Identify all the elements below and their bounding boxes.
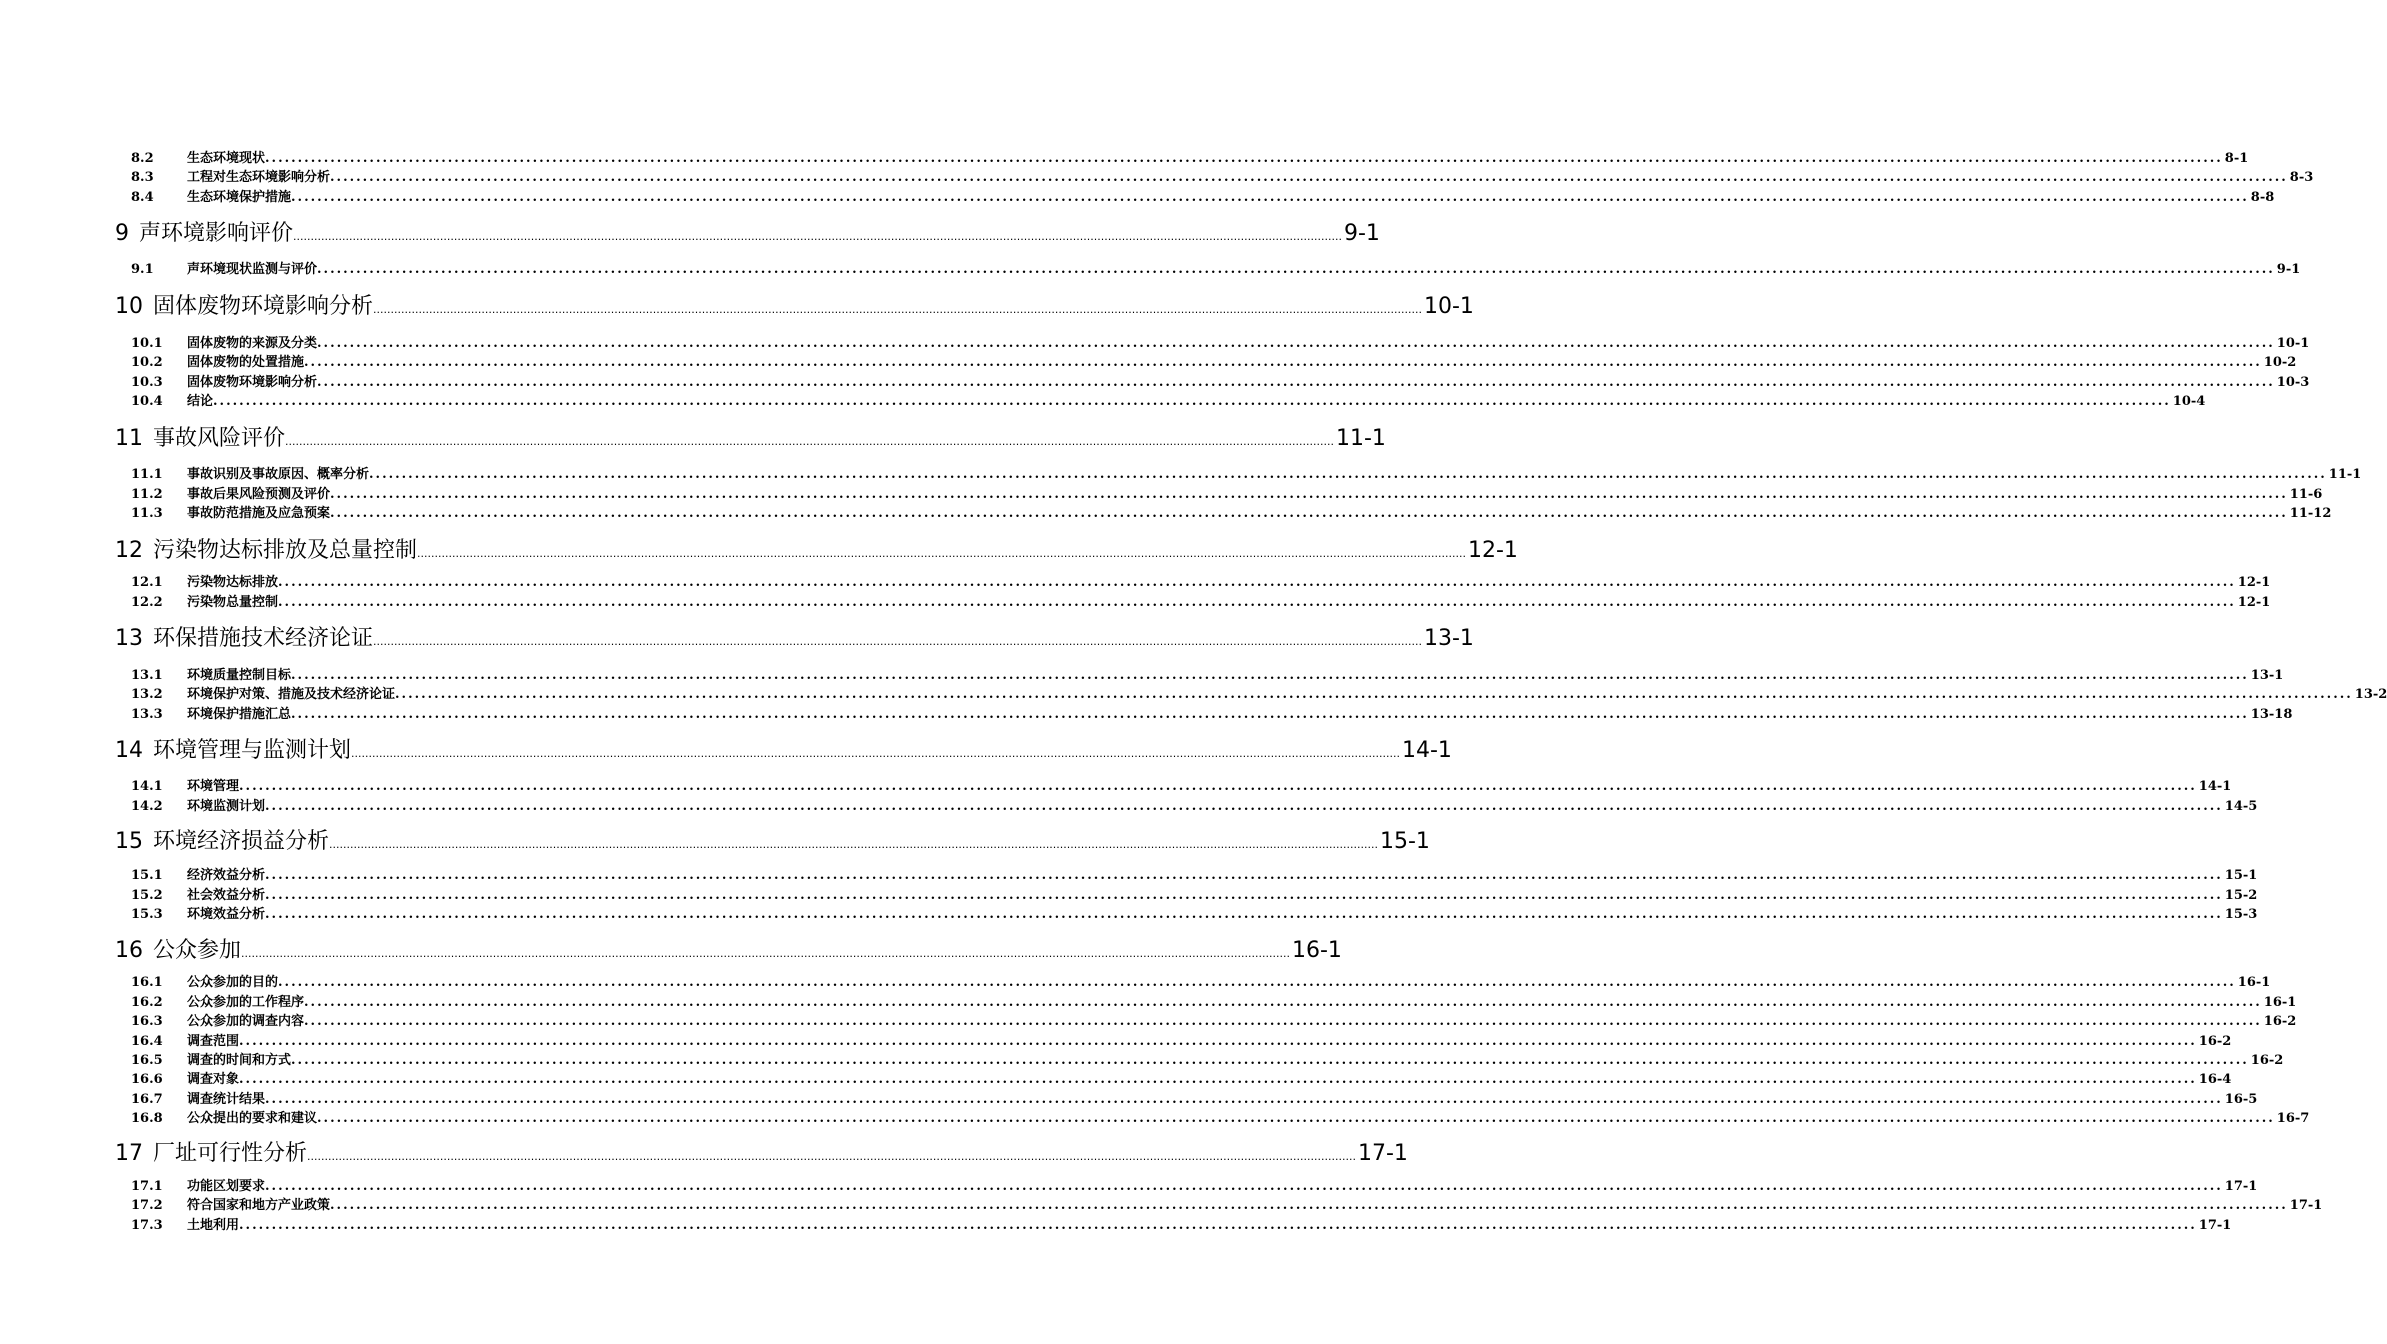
toc-entry-title: 环境监测计划 [187,799,266,814]
toc-section-entry [131,390,2206,409]
toc-entry-number: 8.3 [131,170,154,185]
toc-entry-title: 污染物总量控制 [187,595,279,610]
toc-entry-number: 14.1 [131,779,163,794]
toc-entry-title: 声环境影响评价 [139,221,294,246]
dot-leader: ............................................................................................................................................................................................................................................................................................................ [265,799,2223,814]
toc-entry-page: 16-2 [2250,1053,2284,1068]
dot-leader: ............................................................................................................................................................................................................................................................................................................ [304,1014,2262,1029]
dot-leader: ............................................................................................................................................................................................................................................................................................................ [265,888,2223,903]
toc-entry-number: 16.1 [131,975,163,990]
toc-entry-title: 事故风险评价 [153,426,286,451]
toc-entry-page: 11-12 [2289,506,2332,521]
toc-entry-page: 8-3 [2289,170,2314,185]
toc-entry-page: 11-1 [2328,467,2362,482]
dot-leader: ............................................................................................................................................................................................................................................................................................................ [330,1198,2288,1213]
dot-leader: ............................................................................................................................................................................................................................................................................................................ [330,506,2288,521]
toc-section-entry [131,371,2310,390]
toc-entry-page: 10-3 [2276,375,2310,390]
toc-entry-number: 14 [115,738,143,763]
toc-entry-page: 11-6 [2289,487,2323,502]
toc-section-entry [131,166,2314,185]
toc-section-entry [131,1030,2232,1049]
toc-chapter-entry [115,1136,1408,1166]
toc-entry-page: 15-2 [2224,888,2258,903]
toc-section-entry [131,1107,2310,1126]
toc-entry-number: 15 [115,829,143,854]
toc-entry-page: 17-1 [2224,1179,2258,1194]
toc-entry-number: 15.2 [131,888,163,903]
toc-chapter-entry [115,216,1380,246]
toc-entry-number: 16.3 [131,1014,163,1029]
toc-entry-title: 公众参加的工作程序 [187,995,305,1010]
dot-leader: ............................................................................................................................................................................................................................................................................................................ [317,262,2275,277]
toc-section-entry [131,991,2297,1010]
dot-leader: ............................................................................................................................................................................................................................................................................................................ [373,303,1422,316]
toc-entry-number: 16.4 [131,1034,163,1049]
toc-entry-number: 15.1 [131,868,163,883]
toc-entry-title: 生态环境现状 [187,151,266,166]
dot-leader: ............................................................................................................................................................................................................................................................................................................ [329,838,1378,851]
dot-leader: ............................................................................................................................................................................................................................................................................................................ [317,336,2275,351]
toc-section-entry [131,903,2258,922]
toc-entry-number: 16.8 [131,1111,163,1126]
toc-section-entry [131,775,2232,794]
toc-entry-title: 公众参加的目的 [187,975,279,990]
toc-entry-title: 环境保护对策、措施及技术经济论证 [187,687,396,702]
toc-entry-page: 8-8 [2250,190,2275,205]
toc-entry-page: 10-4 [2172,394,2206,409]
toc-entry-title: 固体废物的处置措施 [187,355,305,370]
toc-section-entry [131,332,2310,351]
toc-entry-page: 16-7 [2276,1111,2310,1126]
dot-leader: ............................................................................................................................................................................................................................................................................................................ [239,1034,2197,1049]
toc-entry-page: 16-1 [2263,995,2297,1010]
toc-entry-page: 9-1 [1344,221,1380,246]
toc-entry-number: 14.2 [131,799,163,814]
dot-leader: ............................................................................................................................................................................................................................................................................................................ [417,547,1466,560]
toc-section-entry [131,571,2271,590]
toc-section-entry [131,1214,2232,1233]
dot-leader: ............................................................................................................................................................................................................................................................................................................ [241,947,1290,960]
toc-entry-number: 17.2 [131,1198,163,1213]
toc-section-entry [131,1010,2297,1029]
toc-section-entry [131,258,2301,277]
toc-chapter-entry [115,421,1386,451]
dot-leader: ............................................................................................................................................................................................................................................................................................................ [285,435,1334,448]
toc-entry-page: 10-2 [2263,355,2297,370]
dot-leader: ............................................................................................................................................................................................................................................................................................................ [278,595,2236,610]
toc-section-entry [131,683,2387,702]
toc-chapter-entry [115,733,1452,763]
dot-leader: ............................................................................................................................................................................................................................................................................................................ [265,907,2223,922]
toc-entry-page: 13-2 [2354,687,2387,702]
toc-entry-number: 13.1 [131,668,163,683]
toc-entry-page: 17-1 [1358,1141,1408,1166]
toc-section-entry [131,1175,2258,1194]
toc-entry-title: 环境经济损益分析 [153,829,330,854]
toc-chapter-entry [115,289,1474,319]
dot-leader: ............................................................................................................................................................................................................................................................................................................ [330,170,2288,185]
dot-leader: ............................................................................................................................................................................................................................................................................................................ [278,575,2236,590]
toc-entry-title: 污染物达标排放 [187,575,279,590]
dot-leader: ............................................................................................................................................................................................................................................................................................................ [265,868,2223,883]
toc-entry-title: 事故后果风险预测及评价 [187,487,331,502]
toc-entry-number: 17.3 [131,1218,163,1233]
toc-entry-title: 声环境现状监测与评价 [187,262,318,277]
toc-section-entry [131,864,2258,883]
toc-section-entry [131,1068,2232,1087]
toc-entry-title: 符合国家和地方产业政策 [187,1198,331,1213]
toc-entry-page: 14-1 [1402,738,1452,763]
toc-entry-title: 固体废物环境影响分析 [153,294,374,319]
toc-entry-number: 10.3 [131,375,163,390]
toc-entry-number: 12.2 [131,595,163,610]
toc-entry-number: 17.1 [131,1179,163,1194]
toc-entry-title: 公众参加 [153,938,242,963]
toc-entry-title: 污染物达标排放及总量控制 [153,538,418,563]
toc-entry-title: 环境保护措施汇总 [187,707,292,722]
dot-leader: ............................................................................................................................................................................................................................................................................................................ [265,1179,2223,1194]
dot-leader: ............................................................................................................................................................................................................................................................................................................ [213,394,2171,409]
dot-leader: ............................................................................................................................................................................................................................................................................................................ [278,975,2236,990]
toc-entry-title: 社会效益分析 [187,888,266,903]
dot-leader: ............................................................................................................................................................................................................................................................................................................ [291,190,2249,205]
toc-entry-page: 13-1 [1424,626,1474,651]
toc-entry-number: 16.2 [131,995,163,1010]
toc-entry-number: 12.1 [131,575,163,590]
toc-chapter-entry [115,933,1342,963]
toc-section-entry [131,703,2293,722]
dot-leader: ............................................................................................................................................................................................................................................................................................................ [304,995,2262,1010]
toc-entry-page: 16-5 [2224,1092,2258,1107]
toc-entry-page: 16-1 [2237,975,2271,990]
toc-entry-title: 环境管理 [187,779,240,794]
toc-entry-number: 10.4 [131,394,163,409]
toc-entry-title: 公众参加的调查内容 [187,1014,305,1029]
toc-entry-page: 11-1 [1336,426,1386,451]
toc-entry-page: 14-5 [2224,799,2258,814]
toc-entry-page: 16-4 [2198,1072,2232,1087]
toc-entry-page: 10-1 [1424,294,1474,319]
dot-leader: ............................................................................................................................................................................................................................................................................................................ [373,635,1422,648]
toc-entry-page: 15-3 [2224,907,2258,922]
dot-leader: ............................................................................................................................................................................................................................................................................................................ [395,687,2353,702]
dot-leader: ............................................................................................................................................................................................................................................................................................................ [317,1111,2275,1126]
toc-section-entry [131,186,2275,205]
toc-entry-page: 15-1 [1380,829,1430,854]
toc-entry-page: 13-1 [2250,668,2284,683]
dot-leader: ............................................................................................................................................................................................................................................................................................................ [265,1092,2223,1107]
toc-entry-title: 调查范围 [187,1034,240,1049]
dot-leader: ............................................................................................................................................................................................................................................................................................................ [265,151,2223,166]
toc-section-entry [131,1088,2258,1107]
toc-chapter-entry [115,533,1518,563]
toc-section-entry [131,591,2271,610]
toc-entry-title: 功能区划要求 [187,1179,266,1194]
dot-leader: ............................................................................................................................................................................................................................................................................................................ [291,668,2249,683]
dot-leader: ............................................................................................................................................................................................................................................................................................................ [239,1218,2197,1233]
dot-leader: ............................................................................................................................................................................................................................................................................................................ [307,1150,1356,1163]
toc-entry-number: 12 [115,538,143,563]
dot-leader: ............................................................................................................................................................................................................................................................................................................ [239,779,2197,794]
toc-entry-page: 12-1 [1468,538,1518,563]
toc-entry-page: 16-2 [2198,1034,2232,1049]
toc-entry-page: 12-1 [2237,575,2271,590]
dot-leader: ............................................................................................................................................................................................................................................................................................................ [330,487,2288,502]
dot-leader: ............................................................................................................................................................................................................................................................................................................ [351,747,1400,760]
toc-section-entry [131,884,2258,903]
toc-entry-number: 16.5 [131,1053,163,1068]
toc-entry-title: 调查的时间和方式 [187,1053,292,1068]
toc-entry-number: 8.2 [131,151,154,166]
toc-entry-title: 环境效益分析 [187,907,266,922]
toc-entry-page: 10-1 [2276,336,2310,351]
toc-entry-number: 16 [115,938,143,963]
toc-entry-page: 8-1 [2224,151,2249,166]
toc-entry-number: 15.3 [131,907,163,922]
toc-entry-title: 经济效益分析 [187,868,266,883]
toc-section-entry [131,502,2332,521]
toc-entry-title: 公众提出的要求和建议 [187,1111,318,1126]
toc-section-entry [131,147,2249,166]
toc-entry-number: 10.1 [131,336,163,351]
toc-entry-number: 13.2 [131,687,163,702]
toc-section-entry [131,664,2284,683]
toc-entry-page: 16-2 [2263,1014,2297,1029]
toc-section-entry [131,795,2258,814]
toc-entry-page: 17-1 [2289,1198,2323,1213]
toc-entry-number: 16.7 [131,1092,163,1107]
toc-section-entry [131,463,2362,482]
toc-section-entry [131,351,2297,370]
toc-entry-title: 生态环境保护措施 [187,190,292,205]
dot-leader: ............................................................................................................................................................................................................................................................................................................ [369,467,2327,482]
toc-section-entry [131,971,2271,990]
toc-entry-title: 环保措施技术经济论证 [153,626,374,651]
dot-leader: ............................................................................................................................................................................................................................................................................................................ [304,355,2262,370]
toc-entry-title: 事故识别及事故原因、概率分析 [187,467,370,482]
dot-leader: ............................................................................................................................................................................................................................................................................................................ [291,1053,2249,1068]
toc-entry-number: 16.6 [131,1072,163,1087]
toc-entry-page: 12-1 [2237,595,2271,610]
toc-entry-title: 环境质量控制目标 [187,668,292,683]
toc-entry-title: 结论 [187,394,214,409]
toc-chapter-entry [115,824,1430,854]
toc-entry-number: 13.3 [131,707,163,722]
toc-entry-page: 9-1 [2276,262,2301,277]
toc-entry-number: 11.2 [131,487,163,502]
toc-chapter-entry [115,621,1474,651]
toc-entry-title: 土地利用 [187,1218,240,1233]
toc-entry-title: 事故防范措施及应急预案 [187,506,331,521]
toc-section-entry [131,1049,2284,1068]
toc-entry-number: 13 [115,626,143,651]
toc-entry-number: 10 [115,294,143,319]
toc-entry-title: 工程对生态环境影响分析 [187,170,331,185]
dot-leader: ............................................................................................................................................................................................................................................................................................................ [239,1072,2197,1087]
toc-entry-page: 15-1 [2224,868,2258,883]
toc-entry-number: 11 [115,426,143,451]
toc-entry-number: 9.1 [131,262,154,277]
toc-entry-title: 环境管理与监测计划 [153,738,352,763]
toc-entry-number: 17 [115,1141,143,1166]
toc-section-entry [131,483,2323,502]
toc-entry-title: 调查统计结果 [187,1092,266,1107]
dot-leader: ............................................................................................................................................................................................................................................................................................................ [293,230,1342,243]
toc-entry-title: 厂址可行性分析 [153,1141,308,1166]
toc-entry-title: 调查对象 [187,1072,240,1087]
toc-entry-number: 11.3 [131,506,163,521]
toc-entry-page: 13-18 [2250,707,2293,722]
toc-entry-title: 固体废物的来源及分类 [187,336,318,351]
toc-entry-page: 16-1 [1292,938,1342,963]
toc-entry-title: 固体废物环境影响分析 [187,375,318,390]
toc-entry-page: 17-1 [2198,1218,2232,1233]
toc-entry-page: 14-1 [2198,779,2232,794]
toc-section-entry [131,1194,2323,1213]
dot-leader: ............................................................................................................................................................................................................................................................................................................ [291,707,2249,722]
toc-entry-number: 11.1 [131,467,163,482]
dot-leader: ............................................................................................................................................................................................................................................................................................................ [317,375,2275,390]
toc-entry-number: 9 [115,221,129,246]
toc-entry-number: 8.4 [131,190,154,205]
toc-entry-number: 10.2 [131,355,163,370]
